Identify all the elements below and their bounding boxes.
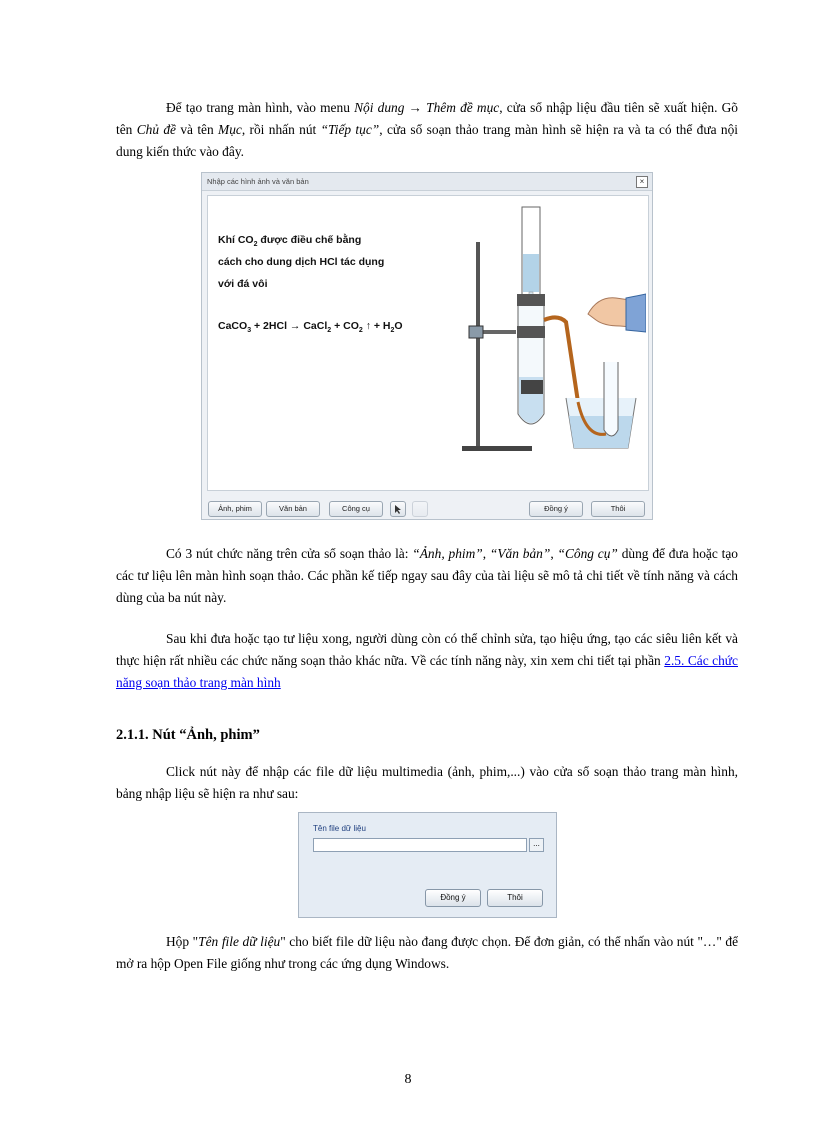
paragraph-editing-features: Sau khi đưa hoặc tạo tư liệu xong, người dùng còn có thể chỉnh sửa, tạo hiệu ứng, tạo các siêu liên kết và thực hiện rất nhiều các chức năng soạn thảo khác nữa. Về các tính năng này, xin xem chi tiết tại phần 2.5. Các chức năng soạn thảo trang màn hình — [116, 631, 738, 690]
cong-cu-button[interactable]: Công cụ — [329, 501, 383, 517]
anh-phim-button[interactable]: Ảnh, phim — [208, 501, 262, 517]
text: Để tạo trang màn hình, vào menu — [166, 100, 355, 115]
paragraph-buttons-overview: Có 3 nút chức năng trên cửa sổ soạn thảo là: “Ảnh, phim”, “Văn bản”, “Công cụ” dùng để đưa hoặc tạo các tư liệu lên màn hình soạn thảo. Các phần kế tiếp ngay sau đây của tài liệu sẽ mô tả chi tiết về tính năng và cách dùng của ba nút này. — [116, 546, 738, 605]
van-ban-button[interactable]: Văn bản — [266, 501, 320, 517]
chemical-equation: CaCO$_3$ + 2HCl → CaCl$_2$ + $CO_2$ ↑ + $H_2O$ — [218, 320, 403, 335]
editor-window — [201, 172, 653, 520]
ok-button[interactable]: Đồng ý — [425, 889, 481, 907]
thoi-button[interactable]: Thôi — [591, 501, 645, 517]
text: , rồi nhấn nút — [241, 122, 321, 137]
cancel-button[interactable]: Thôi — [487, 889, 543, 907]
dong-y-button[interactable]: Đồng ý — [529, 501, 583, 517]
paragraph-file-field-desc: Hộp "Tên file dữ liệu" cho biết file dữ liệu nào đang được chọn. Để đơn giản, có thể nhấn vào nút "…" để mở ra hộp Open File giống như trong các ứng dụng Windows. — [116, 934, 739, 971]
term-muc: Mục — [218, 122, 242, 137]
paragraph-intro — [116, 97, 738, 163]
canvas-line-3: với đá vôi — [218, 278, 268, 290]
canvas-line-1: Khí $CO_2$ được điều chế bằng — [218, 234, 362, 249]
lab-apparatus-illustration — [458, 202, 646, 484]
file-name-input[interactable] — [313, 838, 527, 852]
editor-canvas — [207, 195, 649, 491]
close-icon[interactable]: × — [636, 176, 648, 188]
canvas-line-2: cách cho dung dịch HCl tác dụng — [218, 256, 385, 268]
pointer-tool-icon[interactable] — [390, 501, 406, 517]
section-heading: 2.1.1. Nút “Ảnh, phim” — [116, 727, 260, 743]
term-chu-de: Chủ đề — [136, 122, 177, 137]
text: , cửa sổ soạn thảo trang màn hình sẽ hiện ra và ta có thể đưa nội dung kiến thức vào đây. — [116, 122, 738, 159]
term-tiep-tuc: “Tiếp tục” — [320, 122, 380, 137]
disabled-tool-icon — [412, 501, 428, 517]
text: , cửa sổ nhập liệu đầu tiên sẽ xuất hiện. Gõ tên — [116, 100, 739, 137]
editor-title: Nhập các hình ảnh và văn bản — [207, 177, 309, 186]
page-number: 8 — [404, 1072, 412, 1087]
paragraph-anh-phim-desc: Click nút này để nhập các file dữ liệu multimedia (ảnh, phim,...) vào cửa sổ soạn thảo trang màn hình, bảng nhập liệu sẽ hiện ra như sau: — [116, 764, 738, 801]
file-input-dialog — [298, 812, 557, 918]
text: và tên — [176, 122, 219, 137]
menu-path: Nội dung → Thêm đề mục — [354, 100, 500, 115]
browse-button[interactable]: ... — [529, 838, 544, 852]
file-name-label: Tên file dữ liệu — [313, 824, 366, 833]
editor-titlebar — [202, 173, 652, 191]
section-2-5-link[interactable]: 2.5. Các chức năng soạn thảo trang màn hình — [116, 653, 738, 690]
